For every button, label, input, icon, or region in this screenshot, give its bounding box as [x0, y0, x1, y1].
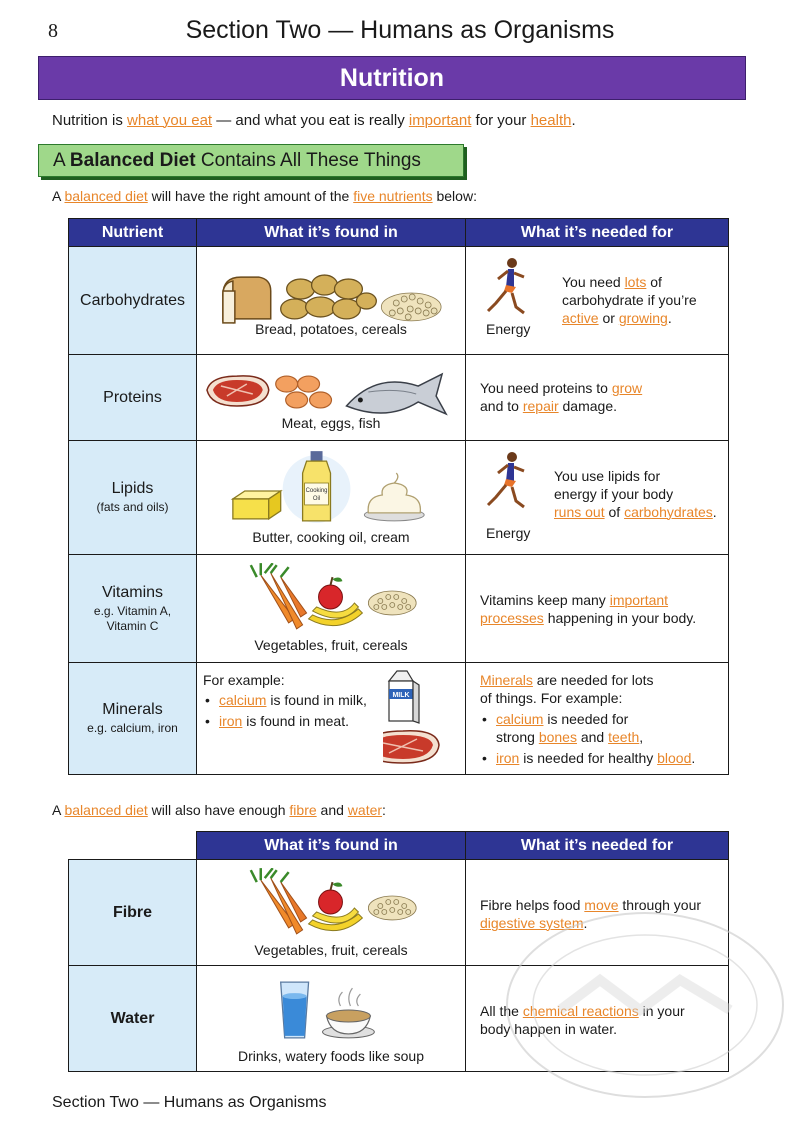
found-caption: Vegetables, fruit, cereals — [254, 942, 408, 958]
found-cell — [197, 663, 466, 775]
steak-icon — [207, 376, 269, 406]
table-row — [69, 663, 729, 775]
needed-cell — [466, 860, 729, 966]
oil-label-line2: Oil — [312, 495, 321, 502]
table-row — [69, 860, 729, 966]
found-caption: Meat, eggs, fish — [281, 415, 381, 431]
table-row — [69, 355, 729, 441]
carrots-icon — [251, 563, 307, 629]
cereal-icon — [368, 896, 416, 920]
cereal-icon — [381, 293, 441, 321]
nutrient-name: Minerals e.g. calcium, iron — [69, 663, 197, 775]
nutrient-name: Lipids (fats and oils) — [69, 441, 197, 555]
intro-paragraph: Nutrition is what you eat — and what you eat is really important for your health. — [52, 112, 576, 129]
found-caption: Bread, potatoes, cereals — [255, 321, 407, 337]
found-cell — [197, 860, 466, 966]
section-header: Section Two — Humans as Organisms — [185, 16, 615, 44]
needed-cell — [466, 663, 729, 775]
header-needed-for: What it’s needed for — [466, 832, 729, 860]
milk-meat-illustration — [383, 669, 465, 767]
glass-of-water-icon — [281, 982, 309, 1038]
bread-icon — [223, 277, 271, 323]
header-found-in: What it’s found in — [197, 219, 466, 247]
found-caption: Drinks, watery foods like soup — [238, 1048, 424, 1064]
nutrient-name: Carbohydrates — [69, 247, 197, 355]
nutrient-name: Vitamins e.g. Vitamin A, Vitamin C — [69, 555, 197, 663]
energy-label: Energy — [486, 321, 531, 337]
apple-icon — [319, 882, 343, 914]
needed-cell — [466, 555, 729, 663]
found-text: For example: • calcium is found in milk, • iron is found in meat. — [203, 671, 393, 730]
found-caption: Butter, cooking oil, cream — [252, 529, 410, 545]
header-needed-for: What it’s needed for — [466, 219, 729, 247]
vegetables-fruit-cereals-illustration — [197, 868, 465, 942]
nutrient-name: Fibre — [69, 860, 197, 966]
needed-cell — [466, 966, 729, 1072]
nutrients-table — [68, 218, 729, 775]
apple-icon — [319, 577, 343, 609]
header-found-in: What it’s found in — [197, 832, 466, 860]
oil-label-line1: Cooking — [305, 487, 328, 494]
cooking-oil-icon — [283, 451, 351, 523]
needed-text: Fibre helps food move through your digestive system. — [480, 897, 702, 931]
subheading: A Balanced Diet Contains All These Things — [38, 144, 464, 177]
runner-icon — [484, 255, 530, 323]
energy-label: Energy — [486, 525, 531, 541]
nutrient-name: Water — [69, 966, 197, 1072]
fibre-water-lead: A balanced diet will also have enough fibre and water: — [52, 802, 386, 818]
cereal-icon — [368, 591, 416, 615]
milk-label: MILK — [392, 692, 410, 699]
found-cell — [197, 441, 466, 555]
vegetables-fruit-cereals-illustration — [197, 563, 465, 637]
nutrient-name: Proteins — [69, 355, 197, 441]
carrots-icon — [251, 868, 307, 934]
fish-icon — [346, 374, 446, 414]
milk-carton-icon — [389, 671, 419, 723]
needed-cell — [466, 355, 729, 441]
footer-section-title: Section Two — Humans as Organisms — [52, 1094, 327, 1111]
found-cell — [197, 355, 466, 441]
page-number: 8 — [48, 20, 58, 42]
needed-cell — [466, 441, 729, 555]
fibre-water-table — [68, 831, 729, 1072]
nutrients-lead: A balanced diet will have the right amount of the five nutrients below: — [52, 188, 477, 204]
needed-text: All the chemical reactions in your body happen in water. — [480, 1003, 685, 1037]
needed-text: You use lipids for energy if your body runs out of carbohydrates. — [554, 468, 717, 520]
found-cell — [197, 247, 466, 355]
potatoes-icon — [281, 275, 377, 319]
needed-text: Vitamins keep many important processes happening in your body. — [480, 592, 697, 626]
soup-bowl-icon — [323, 988, 375, 1038]
found-cell — [197, 966, 466, 1072]
runner-icon — [484, 449, 530, 517]
needed-cell — [466, 247, 729, 355]
found-cell — [197, 555, 466, 663]
needed-text: You need lots of carbohydrate if you’re active or growing. — [562, 274, 697, 326]
table-row — [69, 966, 729, 1072]
page-title: Nutrition — [38, 56, 746, 100]
cream-icon — [364, 473, 424, 521]
found-caption: Vegetables, fruit, cereals — [254, 637, 408, 653]
butter-icon — [233, 491, 281, 519]
table-row — [69, 555, 729, 663]
needed-text: You need proteins to grow and to repair damage. — [480, 380, 643, 414]
table-row — [69, 247, 729, 355]
drinks-soup-illustration — [197, 976, 465, 1048]
header-nutrient: Nutrient — [69, 219, 197, 247]
needed-text: Minerals are needed for lots of things. For example: • calcium is needed for strong bones and teeth, • iron is needed for healthy blood. — [480, 671, 720, 767]
table-row — [69, 441, 729, 555]
eggs-icon — [276, 376, 332, 408]
blank-corner — [69, 832, 197, 860]
butter-oil-cream-illustration — [197, 449, 465, 525]
steak-icon — [383, 731, 439, 763]
